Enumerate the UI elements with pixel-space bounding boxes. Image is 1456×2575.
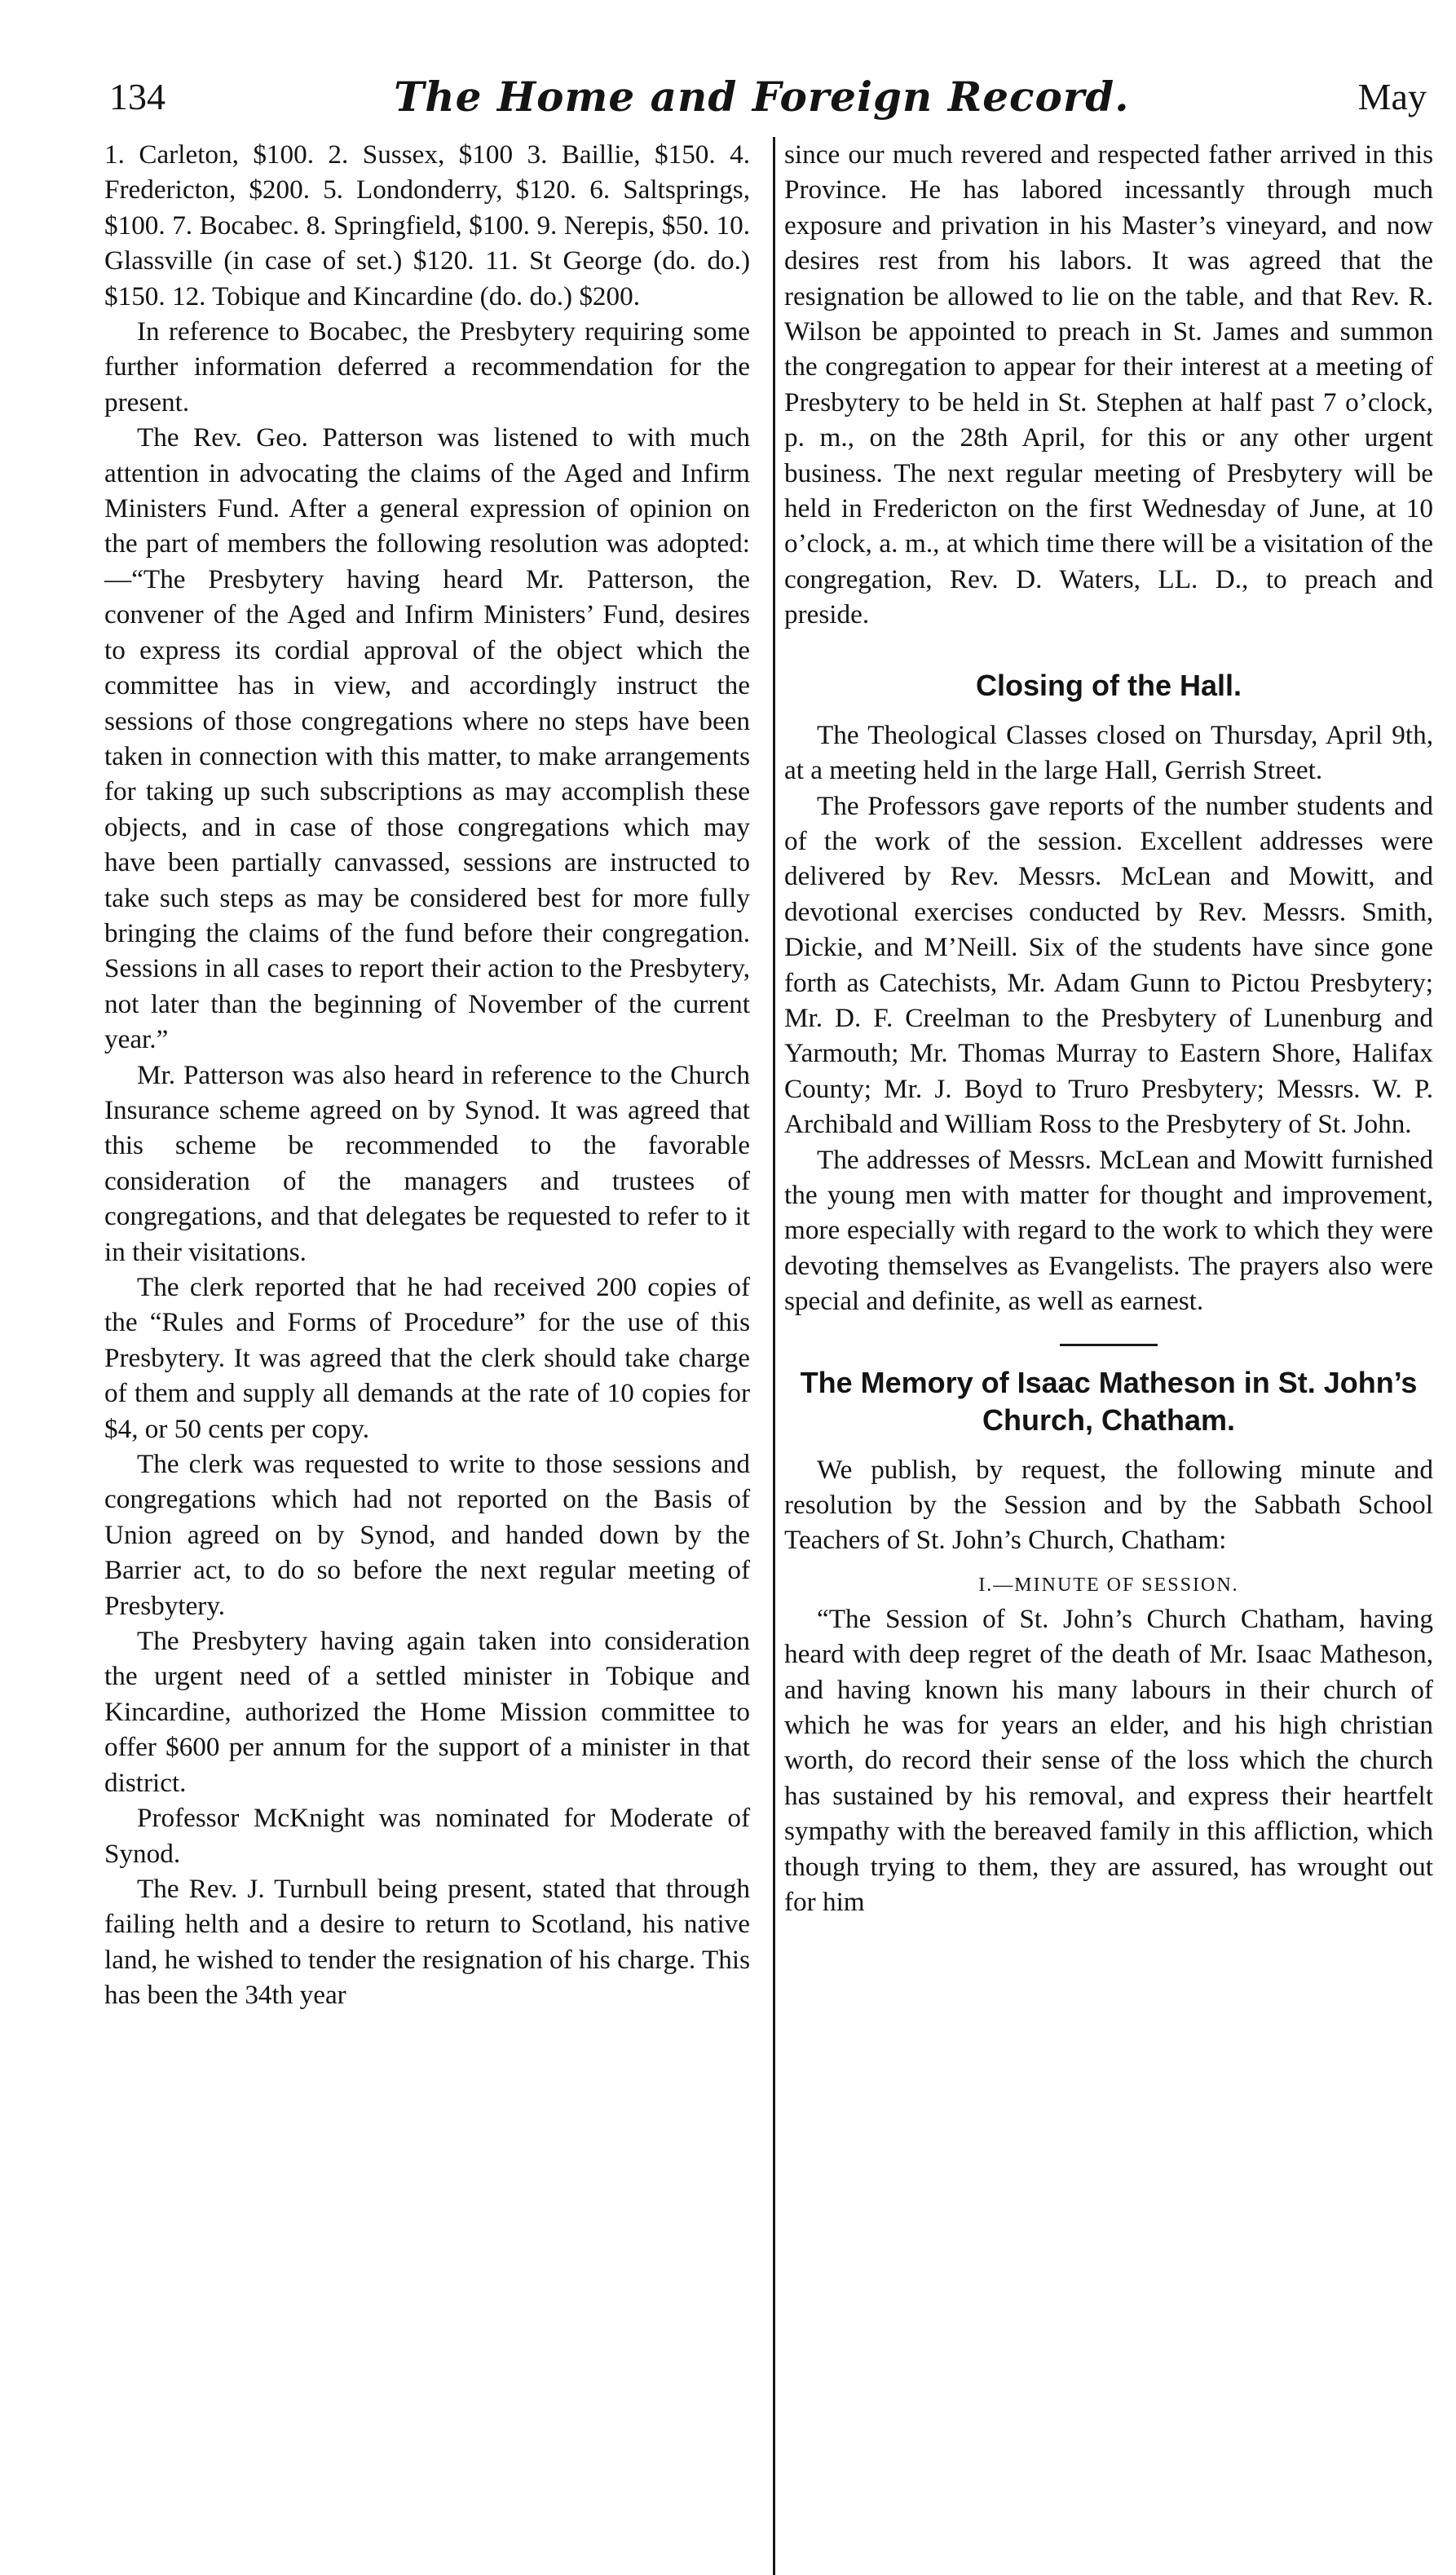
left-paragraph-aged-infirm-fund: The Rev. Geo. Patterson was listened to with much attention in advocating the claims of the Aged and Infirm Ministers Fund. After a general expression of opinion on the part of members the following resolution was adopted:—“The Presbytery having heard Mr. Patterson, the convener of the Aged and Infirm Ministers’ Fund, desires to express its cordial approval of the object which the committee has in view, and accordingly instruct the sessions of those congregations where no steps have been taken in connection with this matter, to make arrangements for taking up such subscriptions as may accomplish these objects, and in case of those congregations which may have been partially canvassed, sessions are instructed to take such steps as may be considered best for more fully bringing the claims of the fund before their congregation. Sessions in all cases to report their action to the Presbytery, not later than the beginning of November of the current year.”: [104, 422, 750, 1055]
memory-paragraph-intro: We publish, by request, the following minute and resolution by the Session and by the Sabbath School Teachers of St. John’s Church, Chatham:: [784, 1454, 1433, 1556]
section-title-memory-matheson: The Memory of Isaac Matheson in St. John’s Church, Chatham.: [800, 1365, 1418, 1437]
left-paragraph-appropriations: 1. Carleton, $100. 2. Sussex, $100 3. Baillie, $150. 4. Fredericton, $200. 5. Londonderry, $120. 6. Saltsprings, $100. 7. Bocabec. 8. Springfield, $100. 9. Nerepis, $50. 10. Glassville (in case of set.) $120. 11. St George (do. do.) $150. 12. Tobique and Kincardine (do. do.) $200.: [104, 139, 750, 311]
subheading-minute-of-session: I.—MINUTE OF SESSION.: [978, 1574, 1239, 1596]
issue-month: May: [1357, 75, 1427, 117]
memory-paragraph-minute: “The Session of St. John’s Church Chatham, having heard with deep regret of the death of Mr. Isaac Matheson, and having known his many labours in their church of which he was for years an elder, and his high christian worth, do record their sense of the loss which the church has sustained by his removal, and express their heartfelt sympathy with the bereaved family in this affliction, which though trying to them, they are assured, has wrought out for him: [784, 1603, 1433, 1918]
left-paragraph-turnbull: The Rev. J. Turnbull being present, stated that through failing helth and a desire to return to Scotland, his native land, he wished to tender the resignation of his charge. This has been the 34th year: [104, 1873, 750, 2011]
left-column: [98, 137, 750, 2013]
right-paragraph-continuation: since our much revered and respected father arrived in this Province. He has labored incessantly through much exposure and privation in his Master’s vineyard, and now desires rest from his labors. It was agreed that the resignation be allowed to lie on the table, and that Rev. R. Wilson be appointed to preach in St. James and summon the congregation to appear for their interest at a meeting of Presbytery to be held in St. Stephen at half past 7 o’clock, p. m., on the 28th April, for this or any other urgent business. The next regular meeting of Presbytery will be held in Fredericton on the first Wednesday of June, at 10 o’clock, a. m., at which time there will be a visitation of the congregation, Rev. D. Waters, LL. D., to preach and preside.: [784, 139, 1433, 630]
closing-paragraph-professors: The Professors gave reports of the number students and of the work of the session. Excellent addresses were delivered by Rev. Messrs. McLean and Mowitt, and devotional exercises conducted by Rev. Messrs. Smith, Dickie, and M’Neill. Six of the students have since gone forth as Catechists, Mr. Adam Gunn to Pictou Presbytery; Mr. D. F. Creelman to the Presbytery of Lunenburg and Yarmouth; Mr. Thomas Murray to Eastern Shore, Halifax County; Mr. J. Boyd to Truro Presbytery; Messrs. W. P. Archibald and William Ross to the Presbytery of St. John.: [784, 790, 1433, 1140]
text-columns: [98, 137, 1436, 2013]
column-divider: [773, 137, 775, 2575]
left-paragraph-church-insurance: Mr. Patterson was also heard in reference to the Church Insurance scheme agreed on by Synod. It was agreed that this scheme be recommended to the favorable consideration of the managers and trustees of congregations, and that delegates be requested to refer to it in their visitations.: [104, 1059, 750, 1267]
running-title: The Home and Foreign Record.: [394, 72, 1130, 121]
closing-paragraph-classes: The Theological Classes closed on Thursday, April 9th, at a meeting held in the large Hall, Gerrish Street.: [784, 719, 1433, 786]
left-paragraph-tobique: The Presbytery having again taken into consideration the urgent need of a settled minister in Tobique and Kincardine, authorized the Home Mission committee to offer $600 per annum for the support of a minister in that district.: [104, 1626, 750, 1798]
right-column: [784, 137, 1436, 2013]
page-header: [98, 57, 1436, 135]
page-number: 134: [109, 75, 165, 117]
left-paragraph-bocabec: In reference to Bocabec, the Presbytery requiring some further information deferred a recommendation for the present.: [104, 316, 750, 417]
section-title-closing-of-hall: Closing of the Hall.: [975, 668, 1242, 702]
left-paragraph-rules-forms: The clerk reported that he had received 200 copies of the “Rules and Forms of Procedure” for the use of this Presbytery. It was agreed that the clerk should take charge of them and supply all demands at the rate of 10 copies for $4, or 50 cents per copy.: [104, 1272, 750, 1444]
left-paragraph-moderator: Professor McKnight was nominated for Moderate of Synod.: [104, 1803, 750, 1869]
left-paragraph-basis-of-union: The clerk was requested to write to those sessions and congregations which had not reported on the Basis of Union agreed on by Synod, and handed down by the Barrier act, to do so before the next regular meeting of Presbytery.: [104, 1449, 750, 1621]
section-separator: [1060, 1344, 1158, 1346]
closing-paragraph-addresses: The addresses of Messrs. McLean and Mowitt furnished the young men with matter for thought and improvement, more especially with regard to the work to which they were devoting themselves as Evangelists. The prayers also were special and definite, as well as earnest.: [784, 1144, 1433, 1317]
